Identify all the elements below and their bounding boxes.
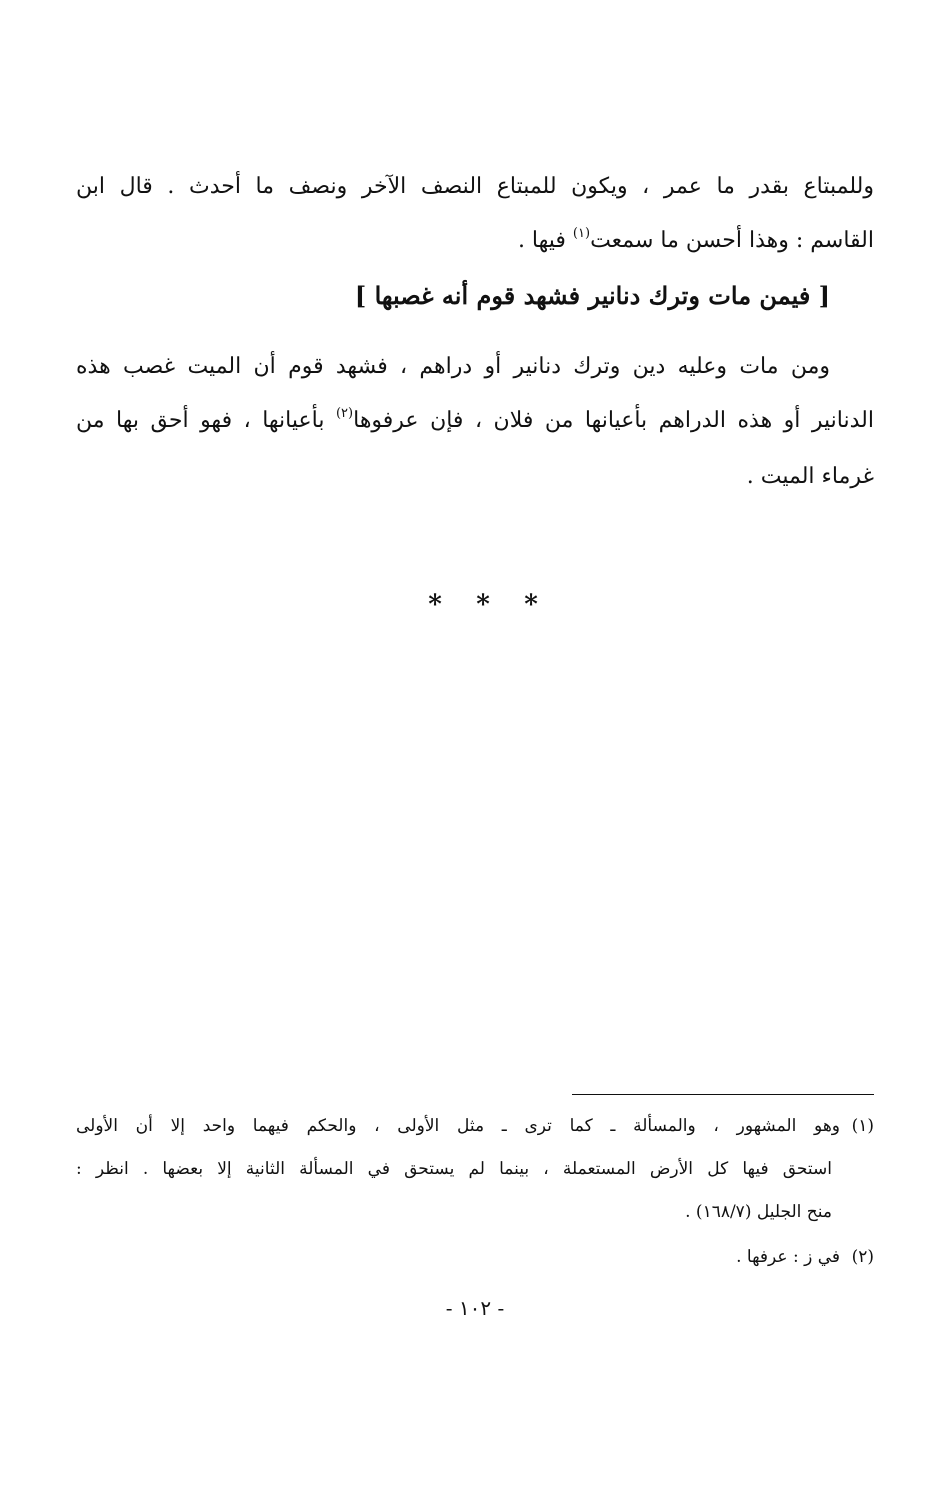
footnote-1-number: (١): [851, 1116, 874, 1136]
footnote-1-text-1: وهو المشهور ، والمسألة ـ كما ترى ـ مثل الأولى ، والحكم فيهما واحد إلا أن الأولى: [76, 1116, 840, 1136]
separator-asterisk: *: [428, 590, 442, 620]
paragraph-1-line-2: [76, 226, 874, 256]
separator-asterisk: *: [524, 590, 538, 620]
separator-asterisk: *: [476, 590, 490, 620]
footnote-2-number: (٢): [851, 1247, 874, 1267]
paragraph-2-line-1: ومن مات وعليه دين وترك دنانير أو دراهم ، فشهد قوم أن الميت غصب هذه: [76, 354, 830, 379]
footnote-ref-2[interactable]: (٢): [335, 406, 354, 421]
paragraph-2-line-3: غرماء الميت .: [746, 464, 874, 489]
page-number: - ١٠٢ -: [445, 1296, 505, 1320]
footnote-1-line-2: استحق فيها كل الأرض المستعملة ، بينما لم يستحق في المسألة الثانية إلا بعضها . انظر :: [76, 1159, 832, 1179]
section-heading: [ فيمن مات وترك دنانير فشهد قوم أنه غصبها ]: [354, 281, 830, 310]
paragraph-1-line-2-text: القاسم : وهذا أحسن ما سمعت: [590, 228, 874, 253]
paragraph-1-line-2-tail: فيها .: [517, 228, 573, 253]
paragraph-1-line-1: وللمبتاع بقدر ما عمر ، ويكون للمبتاع النصف الآخر ونصف ما أحدث . قال ابن: [76, 174, 874, 199]
section-separator: [428, 592, 538, 618]
paragraph-2-line-2-tail: بأعيانها ، فهو أحق بها من: [76, 408, 336, 433]
paragraph-2-line-2-text: الدنانير أو هذه الدراهم بأعيانها من فلان ، فإن عرفوها: [353, 408, 874, 433]
footnote-1-line-1: [76, 1113, 874, 1139]
footnote-ref-1[interactable]: (١): [572, 226, 591, 241]
footnote-divider: [572, 1094, 874, 1095]
paragraph-2-line-2: [76, 406, 874, 436]
footnote-1-line-3: منح الجليل (١٦٨/٧) .: [685, 1202, 832, 1222]
footnote-2-text: في ز : عرفها .: [736, 1247, 840, 1267]
footnote-2: [736, 1244, 874, 1270]
